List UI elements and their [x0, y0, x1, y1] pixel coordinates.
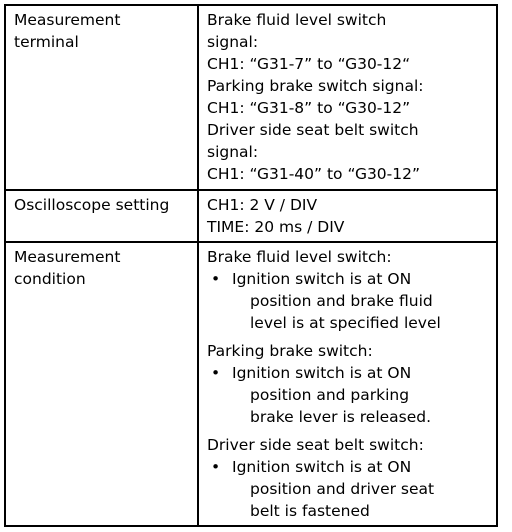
- bullet-icon: •: [211, 270, 221, 288]
- value-line: Parking brake switch signal:: [207, 77, 424, 95]
- row-label-line: Measurement: [14, 11, 121, 29]
- value-line: signal:: [207, 143, 259, 161]
- bullet-icon: •: [211, 458, 221, 476]
- value-line: CH1: 2 V / DIV: [207, 196, 318, 214]
- bullet-icon: •: [211, 364, 221, 382]
- value-cell: [198, 242, 497, 526]
- value-line: CH1: “G31-40” to “G30-12”: [207, 165, 421, 183]
- condition-bullet: [207, 456, 490, 522]
- condition-group: [207, 434, 490, 522]
- spec-table: [4, 4, 498, 527]
- bullet-text-line: level is at specified level: [250, 314, 441, 332]
- bullet-text-line: Ignition switch is at ON: [232, 364, 412, 382]
- condition-group: [207, 340, 490, 428]
- row-label-line: condition: [14, 270, 86, 288]
- value-line: CH1: “G31-7” to “G30-12“: [207, 55, 411, 73]
- condition-bullet: [207, 362, 490, 428]
- value-cell: [198, 5, 497, 190]
- bullet-text-line: brake lever is released.: [250, 408, 432, 426]
- condition-bullet: [207, 268, 490, 334]
- condition-group: [207, 246, 490, 334]
- label-cell: [5, 5, 198, 190]
- bullet-text-line: Ignition switch is at ON: [232, 270, 412, 288]
- condition-heading: Driver side seat belt switch:: [207, 436, 424, 454]
- row-label-line: terminal: [14, 33, 79, 51]
- label-cell: [5, 190, 198, 242]
- bullet-text-line: belt is fastened: [250, 502, 370, 520]
- value-line: TIME: 20 ms / DIV: [207, 218, 345, 236]
- bullet-text-line: Ignition switch is at ON: [232, 458, 412, 476]
- bullet-text-line: position and parking: [250, 386, 410, 404]
- value-line: Brake fluid level switch: [207, 11, 387, 29]
- row-label-line: Measurement: [14, 248, 121, 266]
- value-cell: [198, 190, 497, 242]
- condition-heading: Brake fluid level switch:: [207, 248, 392, 266]
- label-cell: [5, 242, 198, 526]
- table-row: [5, 5, 497, 190]
- row-label-line: Oscilloscope setting: [14, 196, 170, 214]
- table-row: [5, 190, 497, 242]
- table-row: [5, 242, 497, 526]
- value-line: signal:: [207, 33, 259, 51]
- bullet-text-line: position and driver seat: [250, 480, 435, 498]
- bullet-text-line: position and brake fluid: [250, 292, 433, 310]
- value-line: CH1: “G31-8” to “G30-12”: [207, 99, 411, 117]
- value-line: Driver side seat belt switch: [207, 121, 419, 139]
- condition-heading: Parking brake switch:: [207, 342, 373, 360]
